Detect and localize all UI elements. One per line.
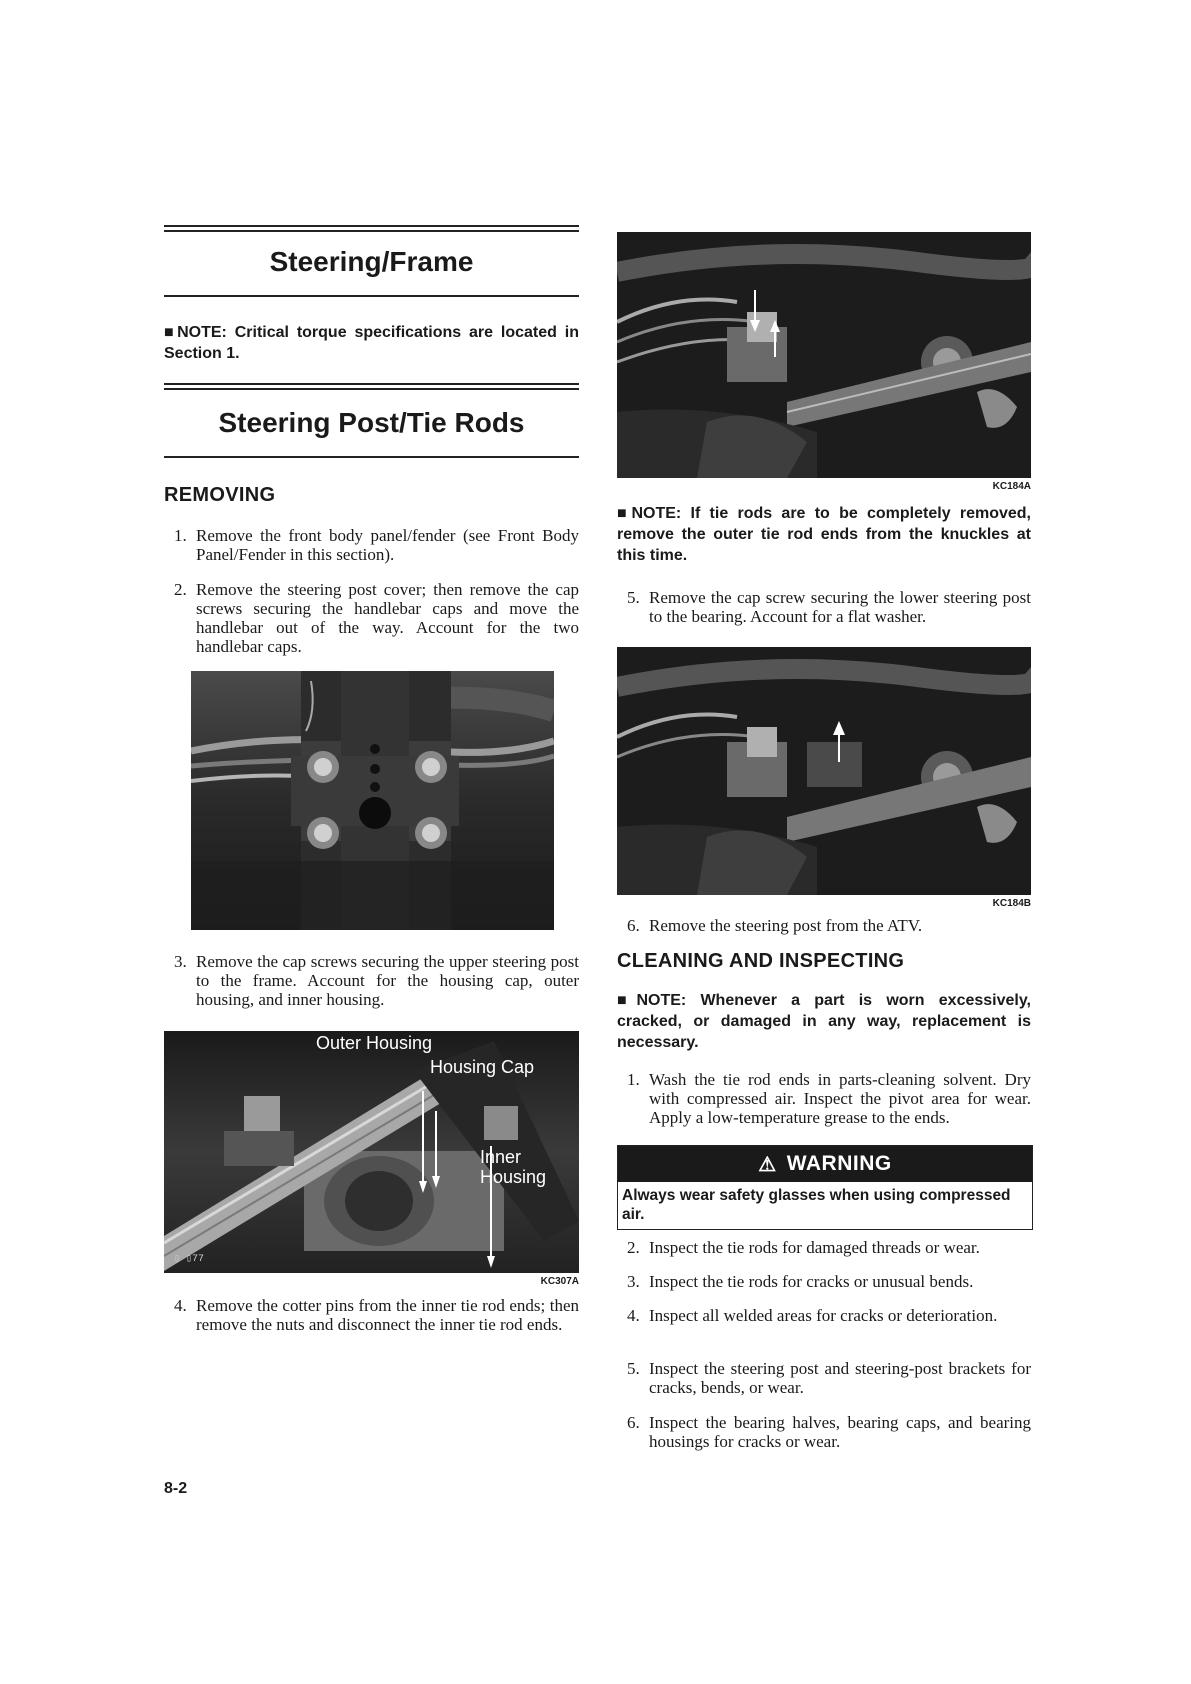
label-housing-cap: Housing Cap [430, 1057, 535, 1077]
photo-code-kc307a: KC307A [540, 1276, 579, 1287]
step-number: 4. [627, 1306, 640, 1325]
heading-removing: REMOVING [164, 484, 276, 506]
step-number: 5. [627, 1359, 640, 1378]
step-text: Wash the tie rod ends in parts-cleaning solvent. Dry with compressed air. Inspect the pivot area for wear. Apply a low-temperature grease to the ends. [649, 1070, 1031, 1127]
photo-code-kc184a: KC184A [992, 481, 1031, 492]
photo-lower-steering-post [617, 647, 1031, 895]
photo-handlebar-caps [191, 671, 554, 930]
lower-steering-post-image [617, 647, 1031, 895]
warning-header [618, 1146, 1032, 1182]
step-text: Remove the steering post from the ATV. [649, 916, 923, 935]
page-number: 8-2 [164, 1480, 188, 1497]
step-number: 3. [174, 952, 187, 971]
section-title: Steering/Frame [269, 246, 474, 277]
label-inner-housing-line1: Inner [480, 1147, 522, 1167]
tie-rod-ends-image [617, 232, 1031, 478]
removing-step-4 [174, 1296, 579, 1334]
subsection-title-bottom-rule [164, 456, 579, 458]
inspect-step-1 [627, 1070, 1031, 1127]
step-text: Remove the front body panel/fender (see Front Body Panel/Fender in this section). [196, 526, 579, 564]
label-inner-housing-line2: Housing [480, 1167, 547, 1187]
step-text: Inspect all welded areas for cracks or deterioration. [649, 1306, 998, 1325]
step-number: 2. [174, 580, 187, 599]
section-title-top-rule [164, 225, 579, 232]
tie-rod-removal-note: ■NOTE: If tie rods are to be completely removed, remove the outer tie rod ends from the knuckles at this time. [617, 505, 1031, 564]
replacement-note: ■NOTE: Whenever a part is worn excessively, cracked, or damaged in any way, replacement is necessary. [617, 992, 1031, 1051]
inspect-step-5 [627, 1359, 1031, 1397]
photo-steering-post-housing [164, 1031, 579, 1273]
step-text: Inspect the tie rods for cracks or unusual bends. [649, 1272, 974, 1291]
warning-text: Always wear safety glasses when using compressed air. [622, 1187, 1011, 1223]
subsection-title: Steering Post/Tie Rods [218, 407, 525, 438]
torque-note: ■NOTE: Critical torque specifications are located in Section 1. [164, 324, 579, 362]
heading-cleaning-inspecting: CLEANING AND INSPECTING [617, 950, 905, 972]
step-number: 1. [174, 526, 187, 545]
inspect-step-6 [627, 1413, 1031, 1451]
inspect-step-3 [627, 1272, 1031, 1291]
removing-step-3 [174, 952, 579, 1009]
removing-step-5 [627, 588, 1031, 626]
step-number: 4. [174, 1296, 187, 1315]
label-outer-housing: Outer Housing [316, 1033, 433, 1053]
step-text: Remove the steering post cover; then remove the cap screws securing the handlebar caps and move the handlebar out of the way. Account for the two handlebar caps. [196, 580, 579, 656]
photo-tie-rod-ends [617, 232, 1031, 478]
step-text: Remove the cotter pins from the inner tie rod ends; then remove the nuts and disconnect the inner tie rod ends. [196, 1296, 579, 1334]
step-number: 6. [627, 1413, 640, 1432]
step-number: 3. [627, 1272, 640, 1291]
removing-step-6 [627, 916, 1031, 935]
inspect-step-2 [627, 1238, 1031, 1257]
step-number: 2. [627, 1238, 640, 1257]
svg-text:▯ ▯77: ▯ ▯77 [174, 1254, 205, 1265]
step-text: Inspect the bearing halves, bearing caps, and bearing housings for cracks or wear. [649, 1413, 1031, 1451]
warning-triangle-icon: ⚠ [758, 1153, 777, 1176]
removing-step-1 [174, 526, 579, 564]
subsection-title-top-rule [164, 383, 579, 390]
step-text: Inspect the steering post and steering-post brackets for cracks, bends, or wear. [649, 1359, 1031, 1397]
warning-box [617, 1145, 1033, 1230]
removing-step-2 [174, 580, 579, 656]
step-text: Inspect the tie rods for damaged threads or wear. [649, 1238, 980, 1257]
handlebar-caps-image [191, 671, 554, 930]
step-number: 5. [627, 588, 640, 607]
section-title-bottom-rule [164, 295, 579, 297]
step-number: 1. [627, 1070, 640, 1089]
step-text: Remove the cap screws securing the upper steering post to the frame. Account for the housing cap, outer housing, and inner housing. [196, 952, 579, 1009]
warning-title: WARNING [786, 1152, 892, 1175]
step-text: Remove the cap screw securing the lower steering post to the bearing. Account for a flat washer. [649, 588, 1031, 626]
photo-code-kc184b: KC184B [992, 898, 1031, 909]
inspect-step-4 [627, 1306, 1031, 1325]
step-number: 6. [627, 916, 640, 935]
